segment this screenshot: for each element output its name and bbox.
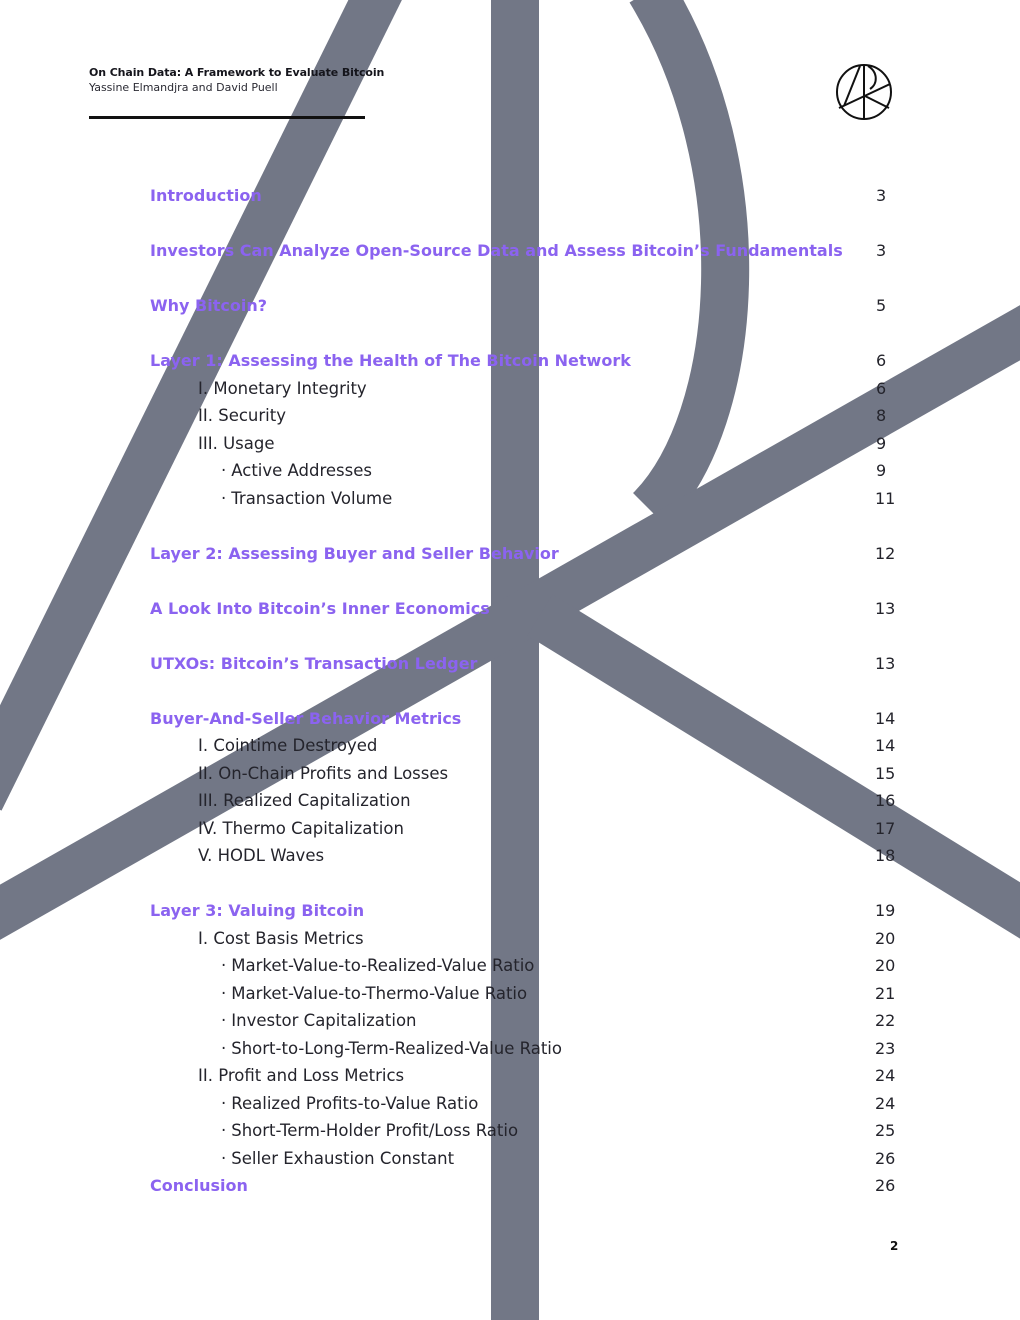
- toc-entry-label: I. Monetary Integrity: [198, 379, 367, 398]
- toc-page-number[interactable]: 26: [875, 1176, 896, 1195]
- bullet-icon: ·: [221, 956, 227, 975]
- toc-subitem-link[interactable]: [221, 461, 372, 480]
- toc-entry-label: V. HODL Waves: [198, 846, 325, 865]
- toc-subitem-link[interactable]: [221, 956, 534, 975]
- bullet-icon: ·: [221, 1094, 227, 1113]
- toc-section-link[interactable]: [150, 1176, 248, 1195]
- toc-entry-label: Realized Profits-to-Value Ratio: [231, 1094, 479, 1113]
- bullet-icon: ·: [221, 984, 227, 1003]
- toc-entry-label: Conclusion: [150, 1176, 248, 1195]
- toc-section-link[interactable]: [150, 709, 461, 728]
- toc-page-number[interactable]: 13: [875, 599, 896, 618]
- document-authors: Yassine Elmandjra and David Puell: [89, 81, 278, 94]
- toc-entry-label: I. Cointime Destroyed: [198, 736, 378, 755]
- toc-entry-label: II. Profit and Loss Metrics: [198, 1066, 405, 1085]
- toc-section-link[interactable]: [150, 901, 364, 920]
- bullet-icon: ·: [221, 1121, 227, 1140]
- toc-page-number[interactable]: 25: [875, 1121, 896, 1140]
- toc-page-number[interactable]: 3: [876, 241, 887, 260]
- toc-section-link[interactable]: [150, 544, 559, 563]
- document-header: [89, 66, 384, 96]
- toc-section-link[interactable]: [150, 654, 477, 673]
- toc-page-number[interactable]: 26: [875, 1149, 896, 1168]
- toc-page-number[interactable]: 20: [875, 929, 896, 948]
- toc-entry-label: Why Bitcoin?: [150, 296, 267, 315]
- toc-entry-label: II. Security: [198, 406, 286, 425]
- toc-entry-label: I. Cost Basis Metrics: [198, 929, 364, 948]
- page-number: 2: [890, 1239, 899, 1253]
- toc-entry-label: III. Usage: [198, 434, 275, 453]
- bullet-icon: ·: [221, 489, 227, 508]
- bullet-icon: ·: [221, 461, 227, 480]
- toc-entry-label: Investor Capitalization: [231, 1011, 417, 1030]
- toc-subsection-link[interactable]: [198, 791, 411, 810]
- toc-page-number[interactable]: 14: [875, 709, 896, 728]
- toc-subsection-link[interactable]: [198, 929, 364, 948]
- toc-entry-label: A Look Into Bitcoin’s Inner Economics: [150, 599, 490, 618]
- toc-section-link[interactable]: [150, 186, 262, 205]
- toc-subitem-link[interactable]: [221, 1121, 518, 1140]
- toc-entry-label: Introduction: [150, 186, 262, 205]
- toc-entry-label: Short-Term-Holder Profit/Loss Ratio: [231, 1121, 519, 1140]
- toc-entry-label: Layer 3: Valuing Bitcoin: [150, 901, 365, 920]
- toc-page-number[interactable]: 16: [875, 791, 896, 810]
- toc-entry-label: Transaction Volume: [231, 489, 393, 508]
- toc-subsection-link[interactable]: [198, 406, 286, 425]
- toc-page-number[interactable]: 6: [876, 379, 887, 398]
- toc-subsection-link[interactable]: [198, 736, 377, 755]
- toc-entry-label: III. Realized Capitalization: [198, 791, 411, 810]
- toc-entry-label: IV. Thermo Capitalization: [198, 819, 404, 838]
- document-title: On Chain Data: A Framework to Evaluate Bitcoin: [89, 66, 385, 79]
- toc-subsection-link[interactable]: [198, 1066, 404, 1085]
- toc-page-number[interactable]: 3: [876, 186, 887, 205]
- toc-page-number[interactable]: 23: [875, 1039, 896, 1058]
- toc-entry-label: UTXOs: Bitcoin’s Transaction Ledger: [150, 654, 478, 673]
- toc-subsection-link[interactable]: [198, 764, 448, 783]
- header-divider: [89, 116, 365, 119]
- toc-entry-label: Layer 1: Assessing the Health of The Bitcoin Network: [150, 351, 631, 370]
- toc-subsection-link[interactable]: [198, 379, 367, 398]
- ark-monogram-icon: [834, 62, 894, 122]
- toc-subsection-link[interactable]: [198, 434, 275, 453]
- toc-section-link[interactable]: [150, 599, 490, 618]
- toc-entry-label: Market-Value-to-Realized-Value Ratio: [231, 956, 535, 975]
- bullet-icon: ·: [221, 1039, 227, 1058]
- toc-page-number[interactable]: 15: [875, 764, 896, 783]
- toc-entry-label: Layer 2: Assessing Buyer and Seller Behavior: [150, 544, 559, 563]
- toc-section-link[interactable]: [150, 351, 631, 370]
- toc-subitem-link[interactable]: [221, 1149, 454, 1168]
- toc-entry-label: Seller Exhaustion Constant: [231, 1149, 455, 1168]
- toc-entry-label: Short-to-Long-Term-Realized-Value Ratio: [231, 1039, 562, 1058]
- toc-page-number[interactable]: 13: [875, 654, 896, 673]
- toc-page-number[interactable]: 17: [875, 819, 896, 838]
- toc-subitem-link[interactable]: [221, 984, 527, 1003]
- toc-page-number[interactable]: 18: [875, 846, 896, 865]
- toc-subitem-link[interactable]: [221, 1039, 562, 1058]
- toc-page-number[interactable]: 21: [875, 984, 896, 1003]
- toc-page-number[interactable]: 5: [876, 296, 887, 315]
- toc-page-number[interactable]: 24: [875, 1094, 896, 1113]
- toc-page-number[interactable]: 9: [876, 434, 887, 453]
- toc-page-number[interactable]: 9: [876, 461, 887, 480]
- toc-section-link[interactable]: [150, 296, 267, 315]
- toc-page-number[interactable]: 6: [876, 351, 887, 370]
- toc-page-number[interactable]: 14: [875, 736, 896, 755]
- toc-page-number[interactable]: 12: [875, 544, 896, 563]
- toc-subitem-link[interactable]: [221, 1094, 478, 1113]
- toc-page-number[interactable]: 19: [875, 901, 896, 920]
- toc-subitem-link[interactable]: [221, 489, 392, 508]
- toc-page-number[interactable]: 20: [875, 956, 896, 975]
- toc-page-number[interactable]: 11: [875, 489, 896, 508]
- toc-entry-label: Market-Value-to-Thermo-Value Ratio: [231, 984, 528, 1003]
- toc-page-number[interactable]: 8: [876, 406, 887, 425]
- toc-entry-label: Investors Can Analyze Open-Source Data and Assess Bitcoin’s Fundamentals: [150, 241, 843, 260]
- toc-subitem-link[interactable]: [221, 1011, 417, 1030]
- toc-entry-label: II. On-Chain Profits and Losses: [198, 764, 449, 783]
- toc-section-link[interactable]: [150, 241, 843, 260]
- toc-subsection-link[interactable]: [198, 846, 324, 865]
- toc-entry-label: Active Addresses: [231, 461, 372, 480]
- toc-page-number[interactable]: 24: [875, 1066, 896, 1085]
- toc-entry-label: Buyer-And-Seller Behavior Metrics: [150, 709, 462, 728]
- bullet-icon: ·: [221, 1149, 227, 1168]
- toc-subsection-link[interactable]: [198, 819, 404, 838]
- bullet-icon: ·: [221, 1011, 227, 1030]
- toc-page-number[interactable]: 22: [875, 1011, 896, 1030]
